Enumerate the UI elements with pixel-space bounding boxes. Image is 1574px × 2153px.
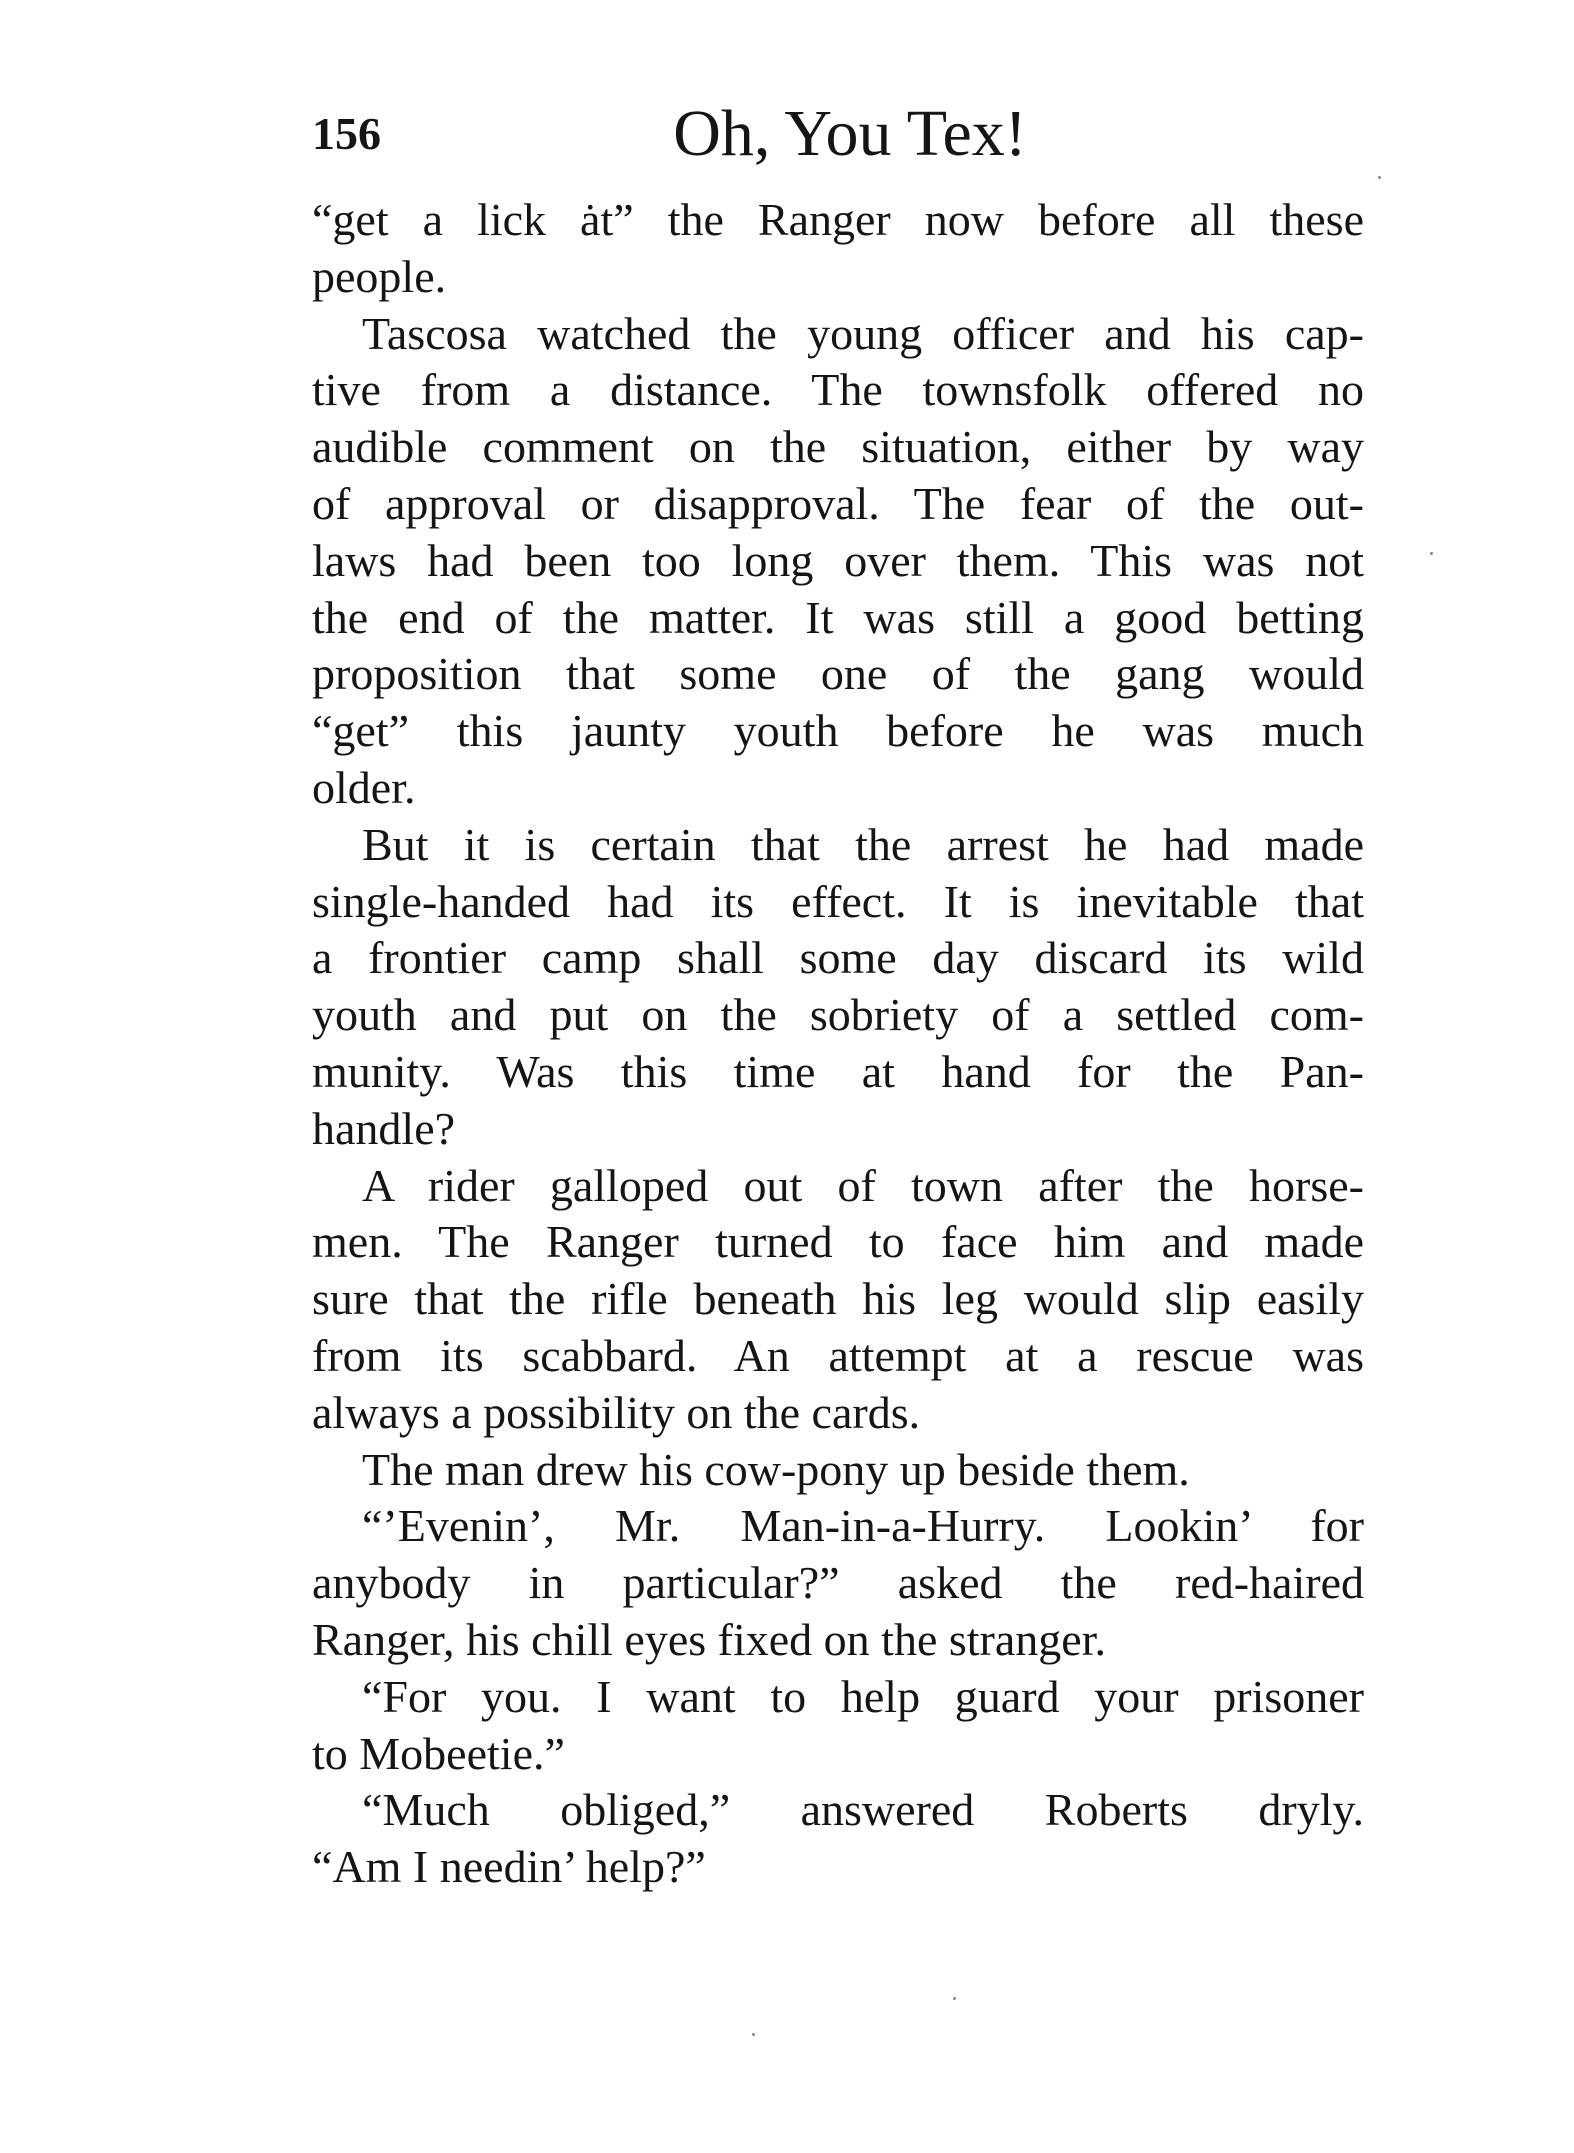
text-line: But it is certain that the arrest he had made (362, 818, 1364, 870)
text-line: Ranger, his chill eyes fixed on the stranger. (312, 1613, 1106, 1665)
text-line: always a possibility on the cards. (312, 1386, 921, 1438)
paper-speck (1378, 176, 1381, 179)
text-line: “Much obliged,” answered Roberts dryly. (362, 1784, 1364, 1836)
text-line: a frontier camp shall some day discard its wild (312, 932, 1364, 984)
text-line: people. (312, 250, 447, 302)
text-line: tive from a distance. The townsfolk offered no (312, 364, 1364, 416)
text-line: The man drew his cow-pony up beside them. (362, 1443, 1190, 1495)
text-line: older. (312, 761, 416, 813)
paper-speck (752, 2033, 755, 2036)
text-line: of approval or disapproval. The fear of the out- (312, 477, 1364, 529)
text-line: “get” this jaunty youth before he was much (312, 705, 1364, 757)
text-line: “Am I needin’ help?” (312, 1841, 706, 1893)
text-line: youth and put on the sobriety of a settled com- (312, 989, 1364, 1041)
text-line: from its scabbard. An attempt at a rescue was (312, 1329, 1364, 1381)
text-line: anybody in particular?” asked the red-haired (312, 1557, 1364, 1609)
text-line: “’Evenin’, Mr. Man-in-a-Hurry. Lookin’ for (362, 1500, 1364, 1552)
text-line: handle? (312, 1102, 456, 1154)
text-line: to Mobeetie.” (312, 1727, 565, 1779)
text-line: laws had been too long over them. This was not (312, 534, 1364, 586)
text-line: “get a lick ȧt” the Ranger now before all these (312, 194, 1364, 245)
text-line: audible comment on the situation, either by way (312, 421, 1364, 473)
text-line: men. The Ranger turned to face him and made (312, 1216, 1364, 1268)
text-line: A rider galloped out of town after the horse- (362, 1159, 1364, 1211)
text-line: “For you. I want to help guard your prisoner (362, 1670, 1364, 1722)
text-line: proposition that some one of the gang would (312, 648, 1364, 700)
running-title: Oh, You Tex! (673, 97, 1027, 170)
text-line: the end of the matter. It was still a good betting (312, 591, 1364, 643)
text-line: single-handed had its effect. It is inevitable that (312, 875, 1364, 927)
text-line: sure that the rifle beneath his leg would slip easily (312, 1273, 1364, 1325)
paper-speck (953, 1997, 956, 2000)
text-line: munity. Was this time at hand for the Pan- (312, 1045, 1364, 1097)
text-line: Tascosa watched the young officer and his cap- (362, 307, 1364, 359)
body-text (312, 192, 1364, 1896)
paper-speck (1430, 552, 1433, 555)
page-number: 156 (312, 108, 381, 159)
